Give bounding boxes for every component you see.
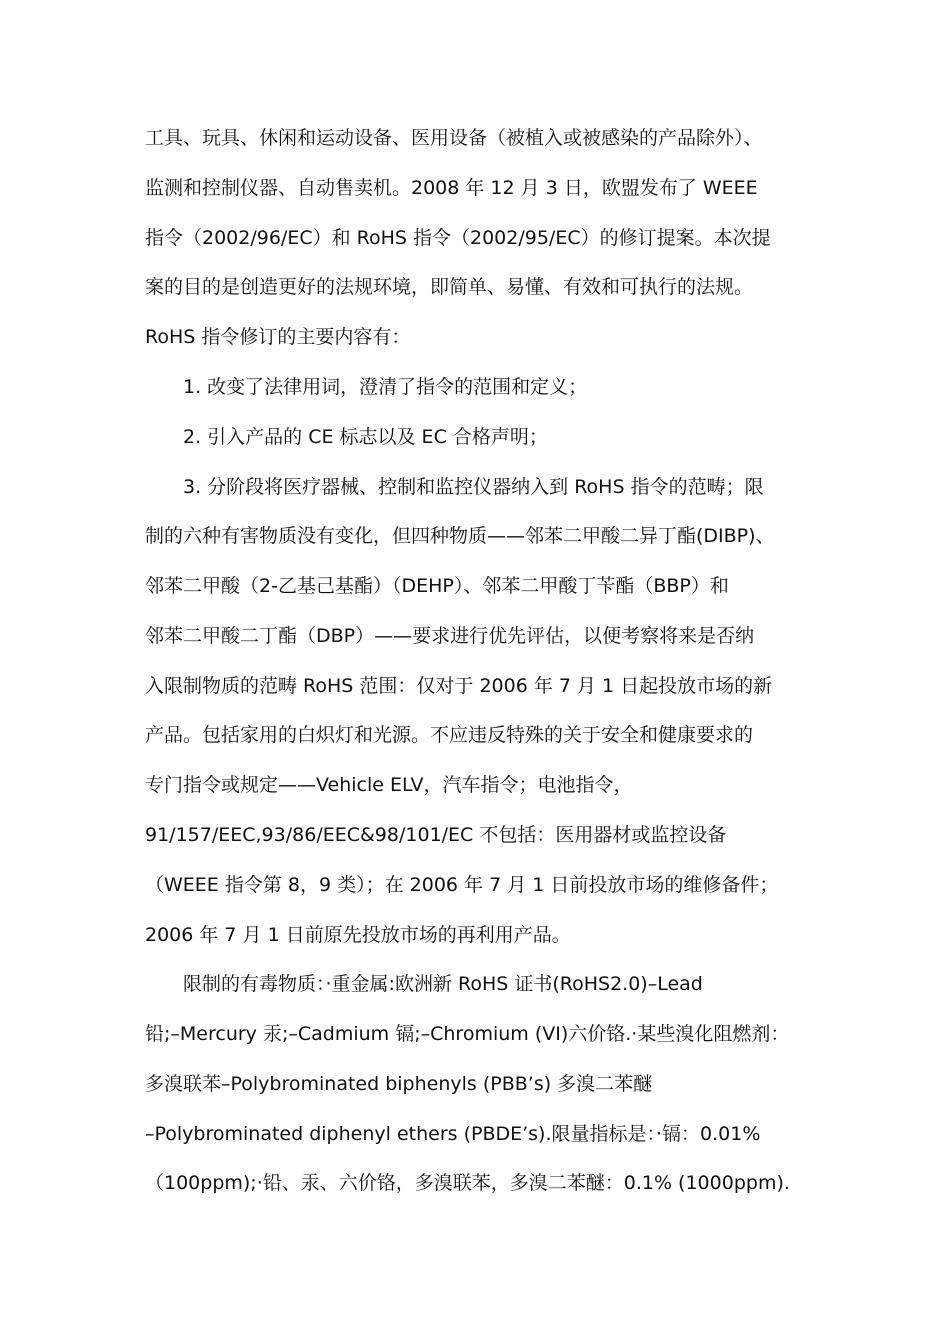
text-line: –Polybrominated diphenyl ethers (PBDE’s).限量指标是：·镉：0.01%: [145, 1123, 761, 1145]
text-line: 指令（2002/96/EC）和 RoHS 指令（2002/95/EC）的修订提案。本次提: [145, 227, 771, 249]
text-line: 入限制物质的范畴 RoHS 范围：仅对于 2006 年 7 月 1 日起投放市场的新: [145, 675, 773, 697]
text-line: （WEEE 指令第 8，9 类）；在 2006 年 7 月 1 日前投放市场的维修备件；: [145, 874, 779, 896]
list-item-3: 3. 分阶段将医疗器械、控制和监控仪器纳入到 RoHS 指令的范畴；限: [183, 476, 764, 498]
text-line: 邻苯二甲酸二丁酯（DBP）——要求进行优先评估，以便考察将来是否纳: [145, 625, 755, 647]
text-line: （100ppm);·铅、汞、六价铬，多溴联苯，多溴二苯醚：0.1% (1000ppm).: [145, 1172, 790, 1194]
list-item-2: 2. 引入产品的 CE 标志以及 EC 合格声明；: [183, 426, 548, 448]
text-line: 铅;–Mercury 汞;–Cadmium 镉;–Chromium (VI)六价铬.·某些溴化阻燃剂：: [145, 1023, 790, 1045]
paragraph-start: 限制的有毒物质：·重金属:欧洲新 RoHS 证书(RoHS2.0)–Lead: [183, 973, 703, 995]
text-line: 专门指令或规定——Vehicle ELV，汽车指令；电池指令，: [145, 774, 633, 796]
text-line: 产品。包括家用的白炽灯和光源。不应违反特殊的关于安全和健康要求的: [145, 724, 754, 746]
text-line: 案的目的是创造更好的法规环境，即简单、易懂、有效和可执行的法规。: [145, 276, 754, 298]
text-line: RoHS 指令修订的主要内容有：: [145, 326, 411, 348]
list-item-1: 1. 改变了法律用词，澄清了指令的范围和定义；: [183, 376, 588, 398]
text-line: 2006 年 7 月 1 日前原先投放市场的再利用产品。: [145, 924, 571, 946]
text-line: 监测和控制仪器、自动售卖机。2008 年 12 月 3 日，欧盟发布了 WEEE: [145, 177, 758, 199]
text-line: 91/157/EEC,93/86/EEC&98/101/EC 不包括：医用器材或监控设备: [145, 824, 727, 846]
text-line: 邻苯二甲酸（2-乙基己基酯）（DEHP）、邻苯二甲酸丁苄酯（BBP）和: [145, 575, 729, 597]
text-line: 制的六种有害物质没有变化，但四种物质——邻苯二甲酸二异丁酯(DIBP)、: [145, 525, 775, 547]
text-line: 工具、玩具、休闲和运动设备、医用设备（被植入或被感染的产品除外）、: [145, 127, 763, 149]
text-line: 多溴联苯–Polybrominated biphenyls (PBB’s) 多溴二苯醚: [145, 1073, 653, 1095]
